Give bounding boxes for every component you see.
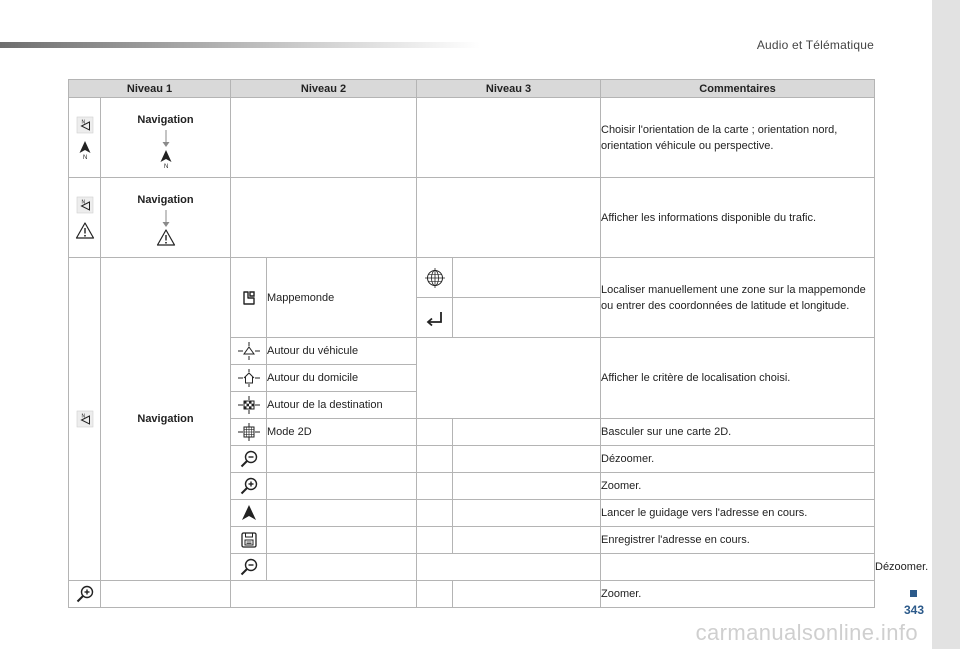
level2-empty-cell (267, 473, 417, 500)
enter-icon-cell (417, 298, 453, 338)
comment-cell: Afficher le critère de localisation choisi. (601, 338, 875, 419)
north-arrow-icon (156, 148, 176, 170)
comment-cell: Enregistrer l'adresse en cours. (601, 527, 875, 554)
page-number: 343 (903, 603, 924, 617)
destination-label: Autour de la destination (267, 392, 417, 419)
enter-icon (424, 307, 446, 329)
level3-empty-cell (453, 581, 601, 608)
save-icon-cell (231, 527, 267, 554)
level3-empty-cell (453, 446, 601, 473)
world-map-icon (239, 288, 259, 308)
level3-icon-empty-cell (417, 527, 453, 554)
page-marker (910, 590, 917, 597)
level1-cell (69, 98, 101, 178)
down-arrow-icon (156, 130, 176, 148)
map-2d-icon (237, 422, 261, 442)
save-icon (239, 530, 259, 550)
level1-cell (69, 178, 101, 258)
zoom-in-icon (75, 584, 95, 604)
level2-empty-cell (417, 554, 601, 581)
globe-icon (424, 267, 446, 289)
destination-icon-cell (231, 392, 267, 419)
comment-cell: Zoomer. (601, 473, 875, 500)
zoom-in-icon-cell (231, 473, 267, 500)
level1-cell (69, 258, 101, 581)
navigation-icon (75, 115, 95, 135)
level3-empty-cell (453, 298, 601, 338)
level3-empty-cell (453, 527, 601, 554)
table-row-bottom-zoom-out: Dézoomer. (69, 554, 875, 581)
level3-empty-cell (417, 338, 601, 419)
comment-cell: Afficher les informations disponible du trafic. (601, 178, 875, 258)
level3-empty-cell (417, 178, 601, 258)
zoom-out-icon (239, 449, 259, 469)
header-level-2: Niveau 2 (231, 80, 417, 98)
level2-cell (101, 178, 231, 258)
navigation-label: Navigation (137, 413, 194, 425)
level3-icon-empty-cell (417, 500, 453, 527)
level3-icon-empty-cell (417, 581, 453, 608)
vehicle-location-icon (237, 341, 261, 361)
table-row-bottom-zoom-in (69, 581, 875, 608)
down-arrow-icon (156, 210, 176, 228)
destination-flag-icon (237, 395, 261, 415)
level3-empty-cell (453, 419, 601, 446)
level1-empty-cell (267, 554, 417, 581)
comment-cell: Choisir l'orientation de la carte ; orientation nord, orientation véhicule ou perspective. (601, 98, 875, 178)
mappemonde-label: Mappemonde (267, 258, 417, 338)
warning-icon (156, 228, 176, 248)
home-label: Autour du domicile (267, 365, 417, 392)
home-location-icon (237, 368, 261, 388)
header-comments: Commentaires (601, 80, 875, 98)
navigation-label: Navigation (137, 194, 194, 206)
zoom-in-icon-cell (69, 581, 101, 608)
comment-cell: Dézoomer. (601, 446, 875, 473)
level3-icon-empty-cell (417, 419, 453, 446)
warning-icon (75, 221, 95, 241)
vehicle-label: Autour du véhicule (267, 338, 417, 365)
navigation-label: Navigation (137, 114, 194, 126)
zoom-out-icon-cell (231, 446, 267, 473)
level2-empty-cell (231, 178, 417, 258)
north-arrow-icon (75, 139, 95, 161)
side-strip (932, 0, 960, 649)
mode2d-icon-cell (231, 419, 267, 446)
level2-empty-cell (231, 581, 417, 608)
level3-empty-cell (453, 500, 601, 527)
comment-cell: Zoomer. (601, 581, 875, 608)
level3-empty-cell (417, 98, 601, 178)
level3-empty-cell (453, 473, 601, 500)
guidance-arrow-icon (239, 503, 259, 523)
zoom-in-icon (239, 476, 259, 496)
zoom-out-icon (239, 557, 259, 577)
watermark: carmanualsonline.info (695, 620, 918, 645)
level1-empty-cell (101, 581, 231, 608)
comment-cell: Lancer le guidage vers l'adresse en cours. (601, 500, 875, 527)
table-row-orientation (69, 98, 875, 178)
table-header-row (69, 80, 875, 98)
guide-icon-cell (231, 500, 267, 527)
header-level-3: Niveau 3 (417, 80, 601, 98)
table-row-traffic (69, 178, 875, 258)
zoom-out-icon-cell (231, 554, 267, 581)
level3-icon-empty-cell (417, 446, 453, 473)
header-level-1: Niveau 1 (69, 80, 231, 98)
level2-cell (101, 98, 231, 178)
map-icon-cell (231, 258, 267, 338)
table-row-world (69, 258, 875, 298)
comment-cell: Localiser manuellement une zone sur la mappemonde ou entrer des coordonnées de latitude et longitude. (601, 258, 875, 338)
level2-empty-cell (267, 500, 417, 527)
comment-cell: Basculer sur une carte 2D. (601, 419, 875, 446)
level2-cell (101, 258, 231, 581)
navigation-icon (75, 195, 95, 215)
level3-empty-cell (453, 258, 601, 298)
header-gradient-bar (0, 42, 480, 48)
level2-empty-cell (267, 446, 417, 473)
vehicle-icon-cell (231, 338, 267, 365)
level3-icon-empty-cell (417, 473, 453, 500)
navigation-icon (75, 409, 95, 429)
settings-table (68, 79, 929, 608)
level3-icon-empty-cell (601, 554, 875, 581)
level2-empty-cell (267, 527, 417, 554)
page-heading: Audio et Télématique (756, 38, 874, 52)
globe-icon-cell (417, 258, 453, 298)
level2-empty-cell (231, 98, 417, 178)
mode2d-label: Mode 2D (267, 419, 417, 446)
home-icon-cell (231, 365, 267, 392)
